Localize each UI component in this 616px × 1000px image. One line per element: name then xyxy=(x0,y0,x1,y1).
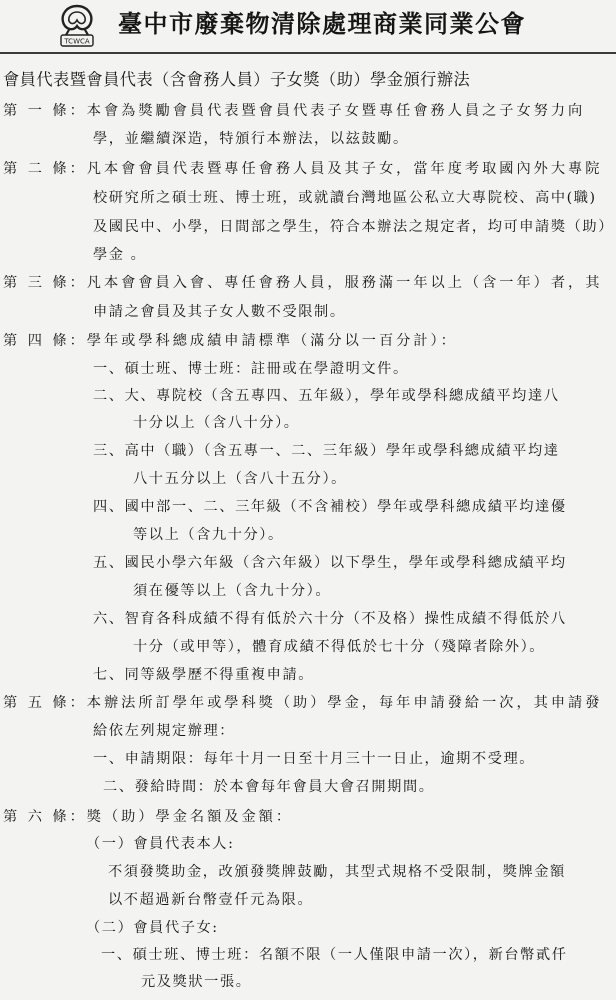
article-1-line-2: 學，並繼續深造，特頒行本辦法，以玆鼓勵。 xyxy=(93,131,409,147)
article-4-item-3: 三、高中（職）（含五專一、二、三年級）學年或學科總成績平均達 xyxy=(93,443,560,459)
article-4-item-1: 一、碩士班、博士班：註冊或在學證明文件。 xyxy=(93,361,409,377)
article-4-item-6-cont: 十分（或甲等），體育成績不得低於七十分（殘障者除外）。 xyxy=(133,639,546,655)
article-6-section-1-text-cont: 以不超過新台幣壹仟元為限。 xyxy=(108,892,314,908)
article-4-item-4-cont: 等以上（含九十分）。 xyxy=(133,527,284,543)
article-3-line-2: 申請之會員及其子女人數不受限制。 xyxy=(93,304,346,320)
article-4-item-6: 六、智育各科成績不得有低於六十分（不及格）操性成績不得低於八 xyxy=(93,611,567,627)
association-logo xyxy=(50,2,104,50)
article-6-section-2-item-1: 一、碩士班、博士班：名額不限（一人僅限申請一次），新台幣貳仟 xyxy=(101,947,568,963)
article-4-item-5-cont: 須在優等以上（含九十分）。 xyxy=(133,583,332,599)
article-4-item-2: 二、大、專院校（含五專四、五年級），學年或學科總成績平均達八 xyxy=(93,388,560,404)
article-4-item-7: 七、同等級學歷不得重複申請。 xyxy=(93,667,315,683)
article-5-item-2: 二、發給時間：於本會每年會員大會召開期間。 xyxy=(103,779,435,795)
ribbon-emblem-icon xyxy=(50,2,104,50)
article-2-line-3: 及國民中、小學，日間部之學生，符合本辦法之規定者，均可申請獎（助） xyxy=(93,219,614,235)
article-2-line-2: 校研究所之碩士班、博士班，或就讀台灣地區公私立大專院校、高中(職) xyxy=(93,190,597,206)
article-4-item-4: 四、國中部一、二、三年級（不含補校）學年或學科總成績平均達優 xyxy=(93,499,567,515)
article-6-section-2: （二）會員代子女: xyxy=(86,920,219,936)
article-4-item-2-cont: 十分以上（含八十分）。 xyxy=(133,415,300,431)
article-2-line-1: 第 二 條：凡本會會員代表暨專任會務人員及其子女，當年度考取國內外大專院 xyxy=(3,161,603,177)
article-5-item-1: 一、申請期限：每年十月一日至十月三十一日止，逾期不受理。 xyxy=(93,751,536,767)
svg-text:TCWCA: TCWCA xyxy=(64,37,90,46)
article-5-line-1: 第 五 條：本辦法所訂學年或學科獎（助）學金，每年申請發給一次，其申請發 xyxy=(3,695,603,711)
header-divider xyxy=(0,52,616,54)
article-5-line-2: 給依左列規定辦理： xyxy=(93,723,236,739)
article-4-item-5: 五、國民小學六年級（含六年級）以下學生，學年或學科總成績平均 xyxy=(93,555,567,571)
article-1-line-1: 第 一 條：本會為獎勵會員代表暨會員代表子女暨專任會務人員之子女努力向 xyxy=(3,103,586,119)
article-4-item-3-cont: 八十五分以上（含八十五分）。 xyxy=(133,471,347,487)
article-6-line-1: 第 六 條：獎（助）學金名額及金額： xyxy=(3,809,294,825)
article-2-line-4: 學金 。 xyxy=(93,247,147,263)
org-name: 臺中市廢棄物清除處理商業同業公會 xyxy=(118,9,526,38)
article-3-line-1: 第 三 條：凡本會會員入會、專任會務人員，服務滿一年以上（含一年）者，其 xyxy=(3,275,603,291)
document-title: 會員代表暨會員代表（含會務人員）子女獎（助）學金頒行辦法 xyxy=(3,70,471,89)
article-6-section-1-text: 不須發獎助金，改頒發獎牌鼓勵，其型式規格不受限制，獎牌金額 xyxy=(108,864,566,880)
article-4-line-1: 第 四 條：學年或學科總成績申請標準（滿分以一百分計）： xyxy=(3,333,458,349)
article-6-section-2-item-1-cont: 元及獎狀一張。 xyxy=(141,974,252,990)
article-6-section-1: （一）會員代表本人: xyxy=(86,836,235,852)
